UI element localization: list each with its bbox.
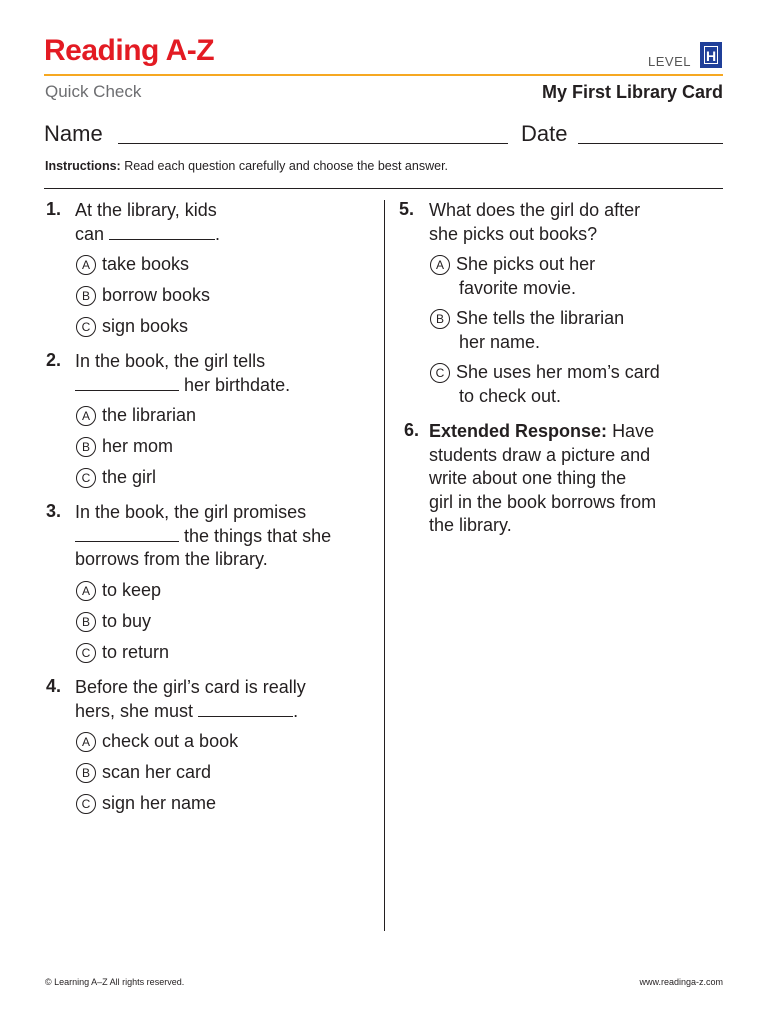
option-text: to keep [102,580,162,600]
option-text: her mom [102,436,174,456]
question-3-line-2 [75,525,331,549]
question-4-line-1: Before the girl’s card is really [75,677,306,697]
extended-response-label: Extended Response: [429,421,608,441]
question-2-line-1: In the book, the girl tells [75,351,266,371]
question-3-number: 3. [46,501,62,521]
option-c-bubble[interactable]: C [430,363,450,383]
question-3-text [75,501,331,572]
option-text: to return [102,642,170,662]
question-4-option-c[interactable] [76,792,216,816]
question-6-number: 6. [404,420,420,440]
level-value: H [705,48,717,64]
question-5-option-c[interactable] [430,361,660,408]
option-text: She tells the librarian [456,308,625,328]
question-4-line-2 [75,700,306,724]
question-1-number: 1. [46,199,62,219]
question-1-option-a[interactable] [76,253,189,277]
level-label: LEVEL [648,54,691,69]
question-2-option-a[interactable] [76,404,196,428]
option-a-bubble[interactable]: A [76,732,96,752]
question-2-line-2-text: her birthdate. [184,374,291,395]
question-6-line-3: write about one thing the [429,468,627,488]
question-1-option-b[interactable] [76,284,210,308]
option-text: She uses her mom’s card [456,362,660,382]
subtitle: Quick Check [45,82,142,101]
instructions-label: Instructions: [45,159,121,173]
question-5-option-a[interactable] [430,253,595,300]
question-5-number: 5. [399,199,415,219]
question-3-blank [75,527,179,542]
option-line [430,361,660,385]
option-line-2: favorite movie. [459,277,577,298]
question-6-text [429,420,656,538]
instructions-text: Read each question carefully and choose the best answer. [124,159,449,173]
question-2-option-b[interactable] [76,435,173,459]
question-6-line-1 [429,420,656,444]
question-6-line-2: students draw a picture and [429,444,651,465]
question-3-line-2-text: the things that she [184,525,332,546]
question-3-line-1: In the book, the girl promises [75,502,307,522]
option-c-bubble[interactable]: C [76,468,96,488]
page-title: My First Library Card [541,82,723,102]
question-6-line-5: the library. [429,515,512,535]
question-1-line-2-text: can [75,223,105,244]
option-text: sign her name [102,793,217,813]
date-label: Date [521,121,568,146]
question-4-option-b[interactable] [76,761,211,785]
option-b-bubble[interactable]: B [76,763,96,783]
question-1-option-c[interactable] [76,315,188,339]
question-1-text [75,199,220,246]
option-c-bubble[interactable]: C [76,643,96,663]
question-2-blank [75,376,179,391]
question-2-line-2 [75,374,290,398]
question-5-line-1: What does the girl do after [429,200,641,220]
question-2-option-c[interactable] [76,466,156,490]
question-4-text [75,676,306,723]
option-text: borrow books [102,285,211,305]
level-badge [700,42,722,68]
option-b-bubble[interactable]: B [76,612,96,632]
question-2-number: 2. [46,350,62,370]
header-rule [44,74,723,76]
date-field[interactable] [578,143,723,144]
option-text: scan her card [102,762,212,782]
option-text: take books [102,254,190,274]
option-text: check out a book [102,731,239,751]
option-a-bubble[interactable]: A [76,406,96,426]
website-url: www.readinga-z.com [639,977,723,987]
name-label: Name [44,121,103,146]
question-1-blank [109,225,215,240]
question-3-option-a[interactable] [76,579,161,603]
option-a-bubble[interactable]: A [76,581,96,601]
question-3-option-c[interactable] [76,641,169,665]
option-b-bubble[interactable]: B [76,437,96,457]
question-6-line-4: girl in the book borrows from [429,491,657,512]
question-5-line-2: she picks out books? [429,223,598,244]
option-text: the girl [102,467,157,487]
option-a-bubble[interactable]: A [430,255,450,275]
question-1-line-2 [75,223,220,247]
option-line [430,253,595,277]
option-text: to buy [102,611,152,631]
option-c-bubble[interactable]: C [76,794,96,814]
name-field[interactable] [118,143,508,144]
question-4-blank [198,702,293,717]
question-4-period: . [293,700,299,721]
option-line-2: to check out. [459,385,562,406]
question-1-period: . [215,223,221,244]
instructions-rule [44,188,723,189]
question-2-text [75,350,290,397]
question-4-option-a[interactable] [76,730,238,754]
question-4-number: 4. [46,676,62,696]
option-text: the librarian [102,405,197,425]
question-5-text [429,199,640,246]
option-line-2: her name. [459,331,541,352]
question-5-option-b[interactable] [430,307,624,354]
copyright: © Learning A–Z All rights reserved. [45,977,185,987]
question-4-line-2-text: hers, she must [75,700,194,721]
option-b-bubble[interactable]: B [430,309,450,329]
column-divider [384,200,385,931]
question-3-option-b[interactable] [76,610,151,634]
option-text: She picks out her [456,254,596,274]
question-1-line-1: At the library, kids [75,200,217,220]
reading-az-logo: Reading A-Z [44,34,215,67]
option-b-bubble[interactable]: B [76,286,96,306]
option-line [430,307,624,331]
option-text: sign books [102,316,189,336]
question-3-line-3: borrows from the library. [75,549,268,569]
option-a-bubble[interactable]: A [76,255,96,275]
option-c-bubble[interactable]: C [76,317,96,337]
question-6-line-1-text: Have [612,421,655,441]
instructions [45,159,448,173]
